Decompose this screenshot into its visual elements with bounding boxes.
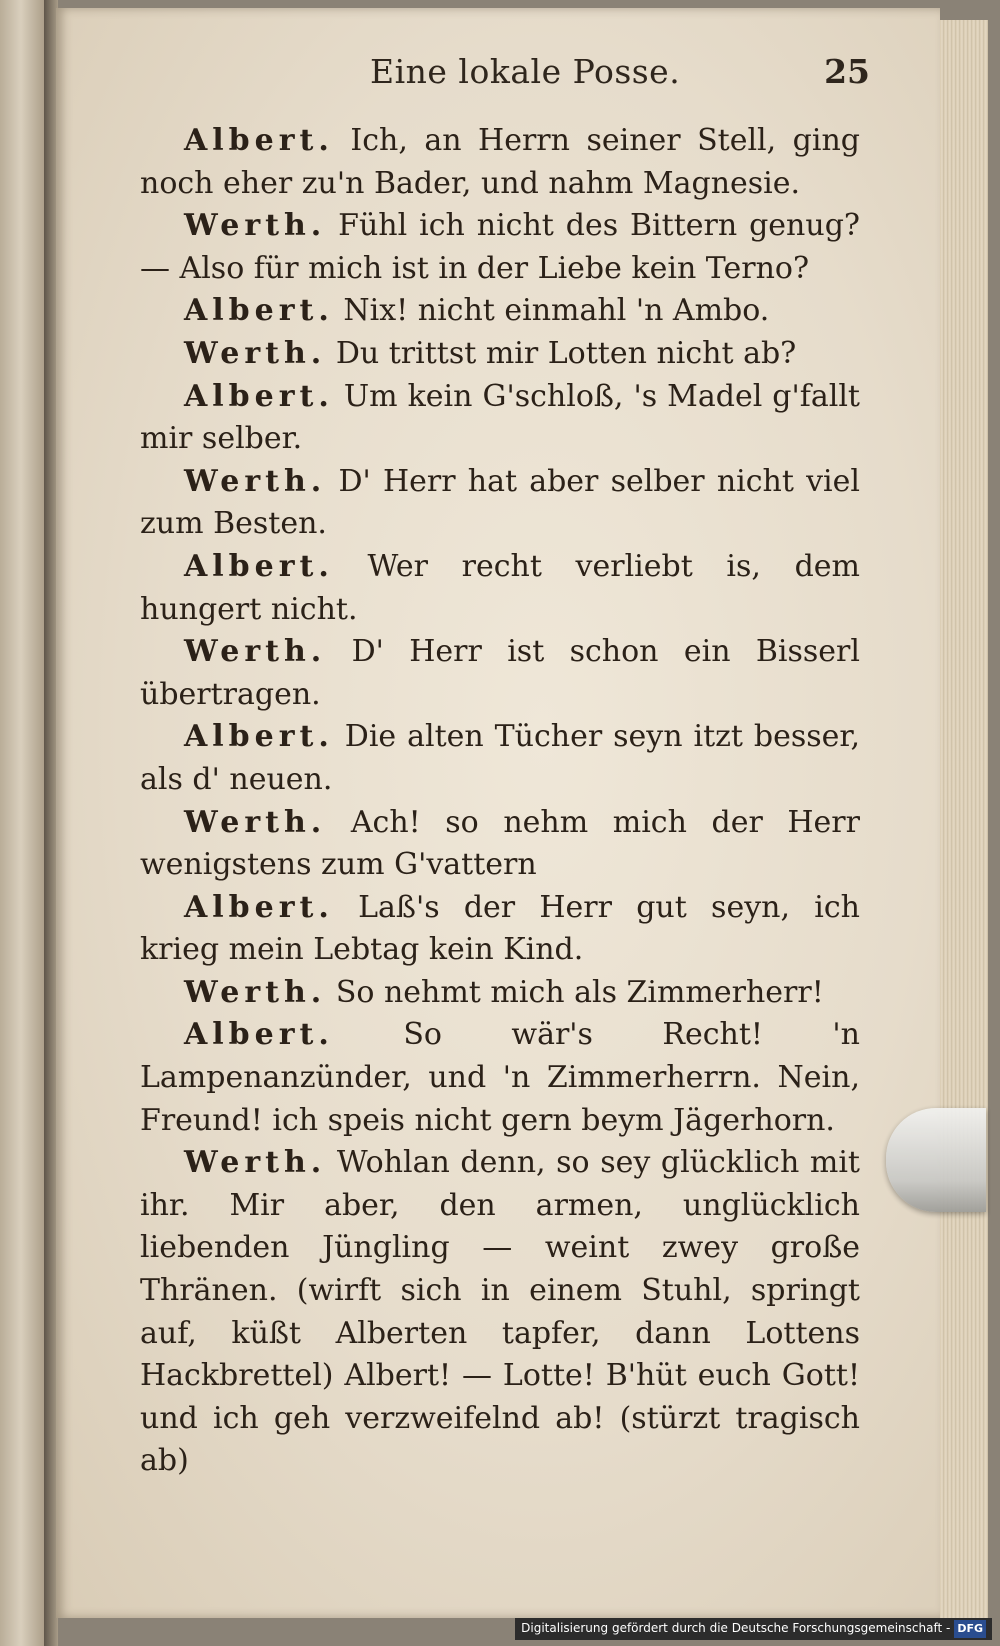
speaker-name: Werth. <box>184 974 327 1010</box>
speaker-name: Albert. <box>184 719 334 755</box>
dialogue-line: So wär's Recht! 'n Lampenanzünder, und 'n Zimmerherrn. Nein, Freund! ich speis nicht gern beym Jägerhorn. <box>140 1017 860 1138</box>
dialogue-paragraph <box>140 333 860 376</box>
page-clip <box>886 1108 986 1212</box>
dialogue-text <box>140 120 860 1483</box>
dialogue-paragraph <box>140 716 860 801</box>
speaker-name: Albert. <box>184 889 334 925</box>
dialogue-paragraph <box>140 376 860 461</box>
dialogue-line: Ach! so nehm mich der Herr wenigstens zum G'vattern <box>140 804 860 883</box>
dialogue-paragraph <box>140 205 860 290</box>
dialogue-line: D' Herr ist schon ein Bisserl übertragen. <box>140 634 860 712</box>
dialogue-paragraph <box>140 972 860 1015</box>
dialogue-paragraph <box>140 887 860 972</box>
dialogue-paragraph <box>140 802 860 887</box>
dialogue-paragraph <box>140 1014 860 1142</box>
dfg-logo: DFG <box>954 1620 986 1638</box>
dialogue-paragraph <box>140 1142 860 1483</box>
dialogue-line: D' Herr hat aber selber nicht viel zum Besten. <box>140 463 860 542</box>
credit-text: Digitalisierung gefördert durch die Deutsche Forschungsgemeinschaft - <box>521 1621 951 1635</box>
speaker-name: Werth. <box>184 335 327 371</box>
dialogue-line: Ich, an Herrn seiner Stell, ging noch eher zu'n Bader, und nahm Magnesie. <box>140 123 860 201</box>
dialogue-line: Die alten Tücher seyn itzt besser, als d' neuen. <box>140 719 860 797</box>
page-header <box>140 52 870 102</box>
dialogue-line: Nix! nicht einmahl 'n Ambo. <box>343 293 770 329</box>
dialogue-paragraph <box>140 120 860 205</box>
speaker-name: Albert. <box>184 1017 334 1053</box>
dialogue-line: Wer recht verliebt is, dem hungert nicht. <box>140 548 860 627</box>
speaker-name: Albert. <box>184 123 334 158</box>
dialogue-paragraph <box>140 290 860 333</box>
dialogue-line: Laß's der Herr gut seyn, ich krieg mein Lebtag kein Kind. <box>140 889 860 968</box>
dialogue-line: Du trittst mir Lotten nicht ab? <box>335 335 797 371</box>
dialogue-line: So nehmt mich als Zimmerherr! <box>335 974 824 1010</box>
speaker-name: Werth. <box>184 634 327 670</box>
running-head: Eine lokale Posse. <box>370 52 681 91</box>
dialogue-paragraph <box>140 461 860 546</box>
page-number: 25 <box>824 52 870 91</box>
speaker-name: Werth. <box>184 804 327 840</box>
digitization-credit <box>515 1618 992 1640</box>
facing-page-edge <box>0 0 46 1646</box>
dialogue-paragraph <box>140 631 860 716</box>
speaker-name: Werth. <box>184 208 327 244</box>
speaker-name: Werth. <box>184 463 327 499</box>
dialogue-line: Um kein G'schloß, 's Madel g'fallt mir selber. <box>140 378 860 457</box>
dialogue-line: Fühl ich nicht des Bittern genug? — Also für mich ist in der Liebe kein Terno? <box>140 208 860 286</box>
dialogue-line: Wohlan denn, so sey glücklich mit ihr. Mir aber, den armen, unglücklich liebenden Jüngling — weint zwey große Thränen. (wirft sich in einem Stuhl, springt auf, küßt Alberten tapfer, dann Lottens Hackbrettel) Albert! — Lotte! B'hüt euch Gott! und ich geh verzweifelnd ab! (stürzt tragisch ab) <box>140 1145 860 1479</box>
dialogue-paragraph <box>140 546 860 631</box>
speaker-name: Albert. <box>184 548 334 584</box>
page-stack-edge <box>940 20 988 1618</box>
speaker-name: Albert. <box>184 293 334 329</box>
speaker-name: Albert. <box>184 378 334 414</box>
speaker-name: Werth. <box>184 1145 327 1181</box>
